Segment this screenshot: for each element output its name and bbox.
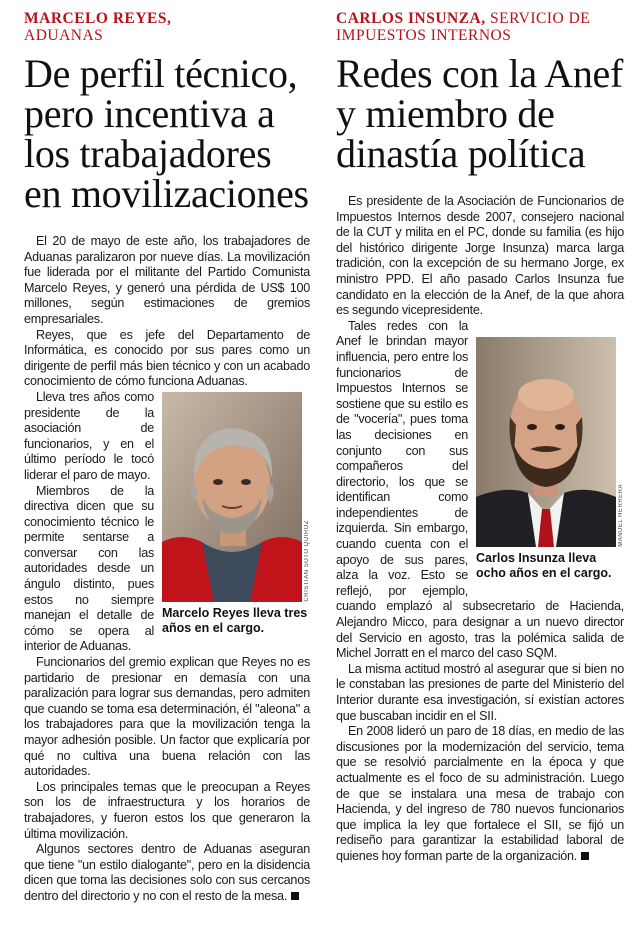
portrait-illustration (162, 392, 302, 602)
article-marcelo-reyes (24, 6, 310, 905)
paragraph: Funcionarios del gremio explican que Reyes no es partidario de presionar en demasía con una paralización para lograr sus demandas, pero admiten que cuando se toma esa determinación, él "aleona" a los trabajadores para que la movilización tenga la mayor adhesión posible. Un factor que explicaría por qué no cultiva una buena relación con las autoridades. (24, 655, 310, 779)
photo-credit: MANUEL HERRERA (618, 483, 624, 547)
paragraph: Lleva tres años como presidente de la asociación de funcionarios, y en el último período le tocó liderar el paro de mayo. (24, 389, 154, 482)
byline-name: MARCELO REYES, (24, 10, 172, 27)
byline-name: CARLOS INSUNZA, (336, 10, 486, 27)
headline: Redes con la Anef y miembro de dinastía política (336, 51, 624, 176)
article-body (336, 194, 624, 865)
photo-caption: Marcelo Reyes lleva tres años en el cargo. (162, 605, 308, 635)
portrait-photo (162, 392, 310, 602)
photo-credit: CRISTIAN SOTO QUIROZ (304, 520, 310, 602)
paragraph: La misma actitud mostró al asegurar que si bien no le constaban las presiones de parte del Ministerio del Interior durante esa investigación, sí existían actores que buscaban incidir en el SII. (336, 661, 624, 723)
paragraph-last (24, 842, 310, 904)
portrait-illustration (476, 337, 616, 547)
headline: De perfil técnico, pero incentiva a los trabajadores en movilizaciones (24, 51, 309, 216)
article-carlos-insunza (336, 6, 624, 865)
end-of-article-mark (581, 852, 589, 860)
portrait-photo (476, 337, 624, 547)
paragraph: Los principales temas que le preocupan a Reyes son los de infraestructura y los horarios de trabajadores, y fueron estos los que generaron la última movilización. (24, 779, 310, 841)
byline-organization: SERVICIO DE IMPUESTOS INTERNOS (336, 10, 591, 44)
photo-caption: Carlos Insunza lleva ocho años en el cargo. (476, 550, 612, 580)
byline (24, 10, 310, 44)
article-body (24, 234, 310, 905)
paragraph: Reyes, que es jefe del Departamento de Informática, es conocido por sus pares como un dirigente de perfil más bien técnico y con un acabado conocimiento de cómo funciona Aduanas. (24, 327, 310, 389)
byline-organization: ADUANAS (24, 27, 104, 44)
paragraph: El 20 de mayo de este año, los trabajadores de Aduanas paralizaron por nueve días. La movilización fue liderada por el militante del Partido Comunista Marcelo Reyes, y generó una pérdida de US$ 100 millones, según estimaciones de gremios empresariales. (24, 234, 310, 326)
paragraph-text: En 2008 lideró un paro de 18 días, en medio de las discusiones por la modernización del servicio, tema que se resolvió parcialmente en la época y que actualmente es el foco de su administración. Luego de que se instalara una mesa de trabajo con Hacienda, y del ingreso de 780 nuevos funcionarios que implica la ley que fortalece el SII, se fijó un rediseño para garantizar la estabilidad laboral de quienes hoy forman parte de la organización. (336, 724, 624, 863)
end-of-article-mark (291, 892, 299, 900)
paragraph-last (336, 724, 624, 864)
paragraph: Miembros de la directiva dicen que su conocimiento técnico le permite sentarse a conversar con las autoridades desde un ángulo distinto, pues estos no siempre manejan el detalle de cómo se opera al interior de Aduanas. (24, 483, 154, 654)
photo-figure (162, 392, 310, 636)
paragraph: Es presidente de la Asociación de Funcionarios de Impuestos Internos desde 2007, consejero nacional de la CUT y milita en el PC, donde su familia (es hijo del histórico dirigente Jorge Insunza) marca larga tradición, con la excepción de su hermano Jorge, ex ministro PPD. El año pasado Carlos Insunza fue candidato en la elección de la Anef, de la que ahora es segundo vicepresidente. (336, 194, 624, 318)
paragraph-text: Algunos sectores dentro de Aduanas aseguran que tiene "un estilo dialogante", pero en la disidencia dicen que toma las decisiones solo con sus cercanos dentro del directorio y no con el resto de la mesa. (24, 842, 310, 903)
photo-figure (476, 337, 624, 581)
paragraph: Tales redes con la Anef le brindan mayor influencia, pero entre los funcionarios de Impuestos Internos se sostiene que su estilo es de "vocería", pues toma las decisiones en conjunto con sus compañeros del directorio, los que se identifican como independientes de izquierda. Sin embargo, cuando cuenta con el apoyo de sus pares, alza la voz. Esto se reflejó, por ejemplo, cuando emplazó al subsecretario de Hacienda, Alejandro Micco, para designar a un nuevo director del Servicio en agosto, tras la polémica salida de Michel Jorratt en el marco del caso SQM. (336, 318, 624, 661)
byline (336, 10, 624, 44)
